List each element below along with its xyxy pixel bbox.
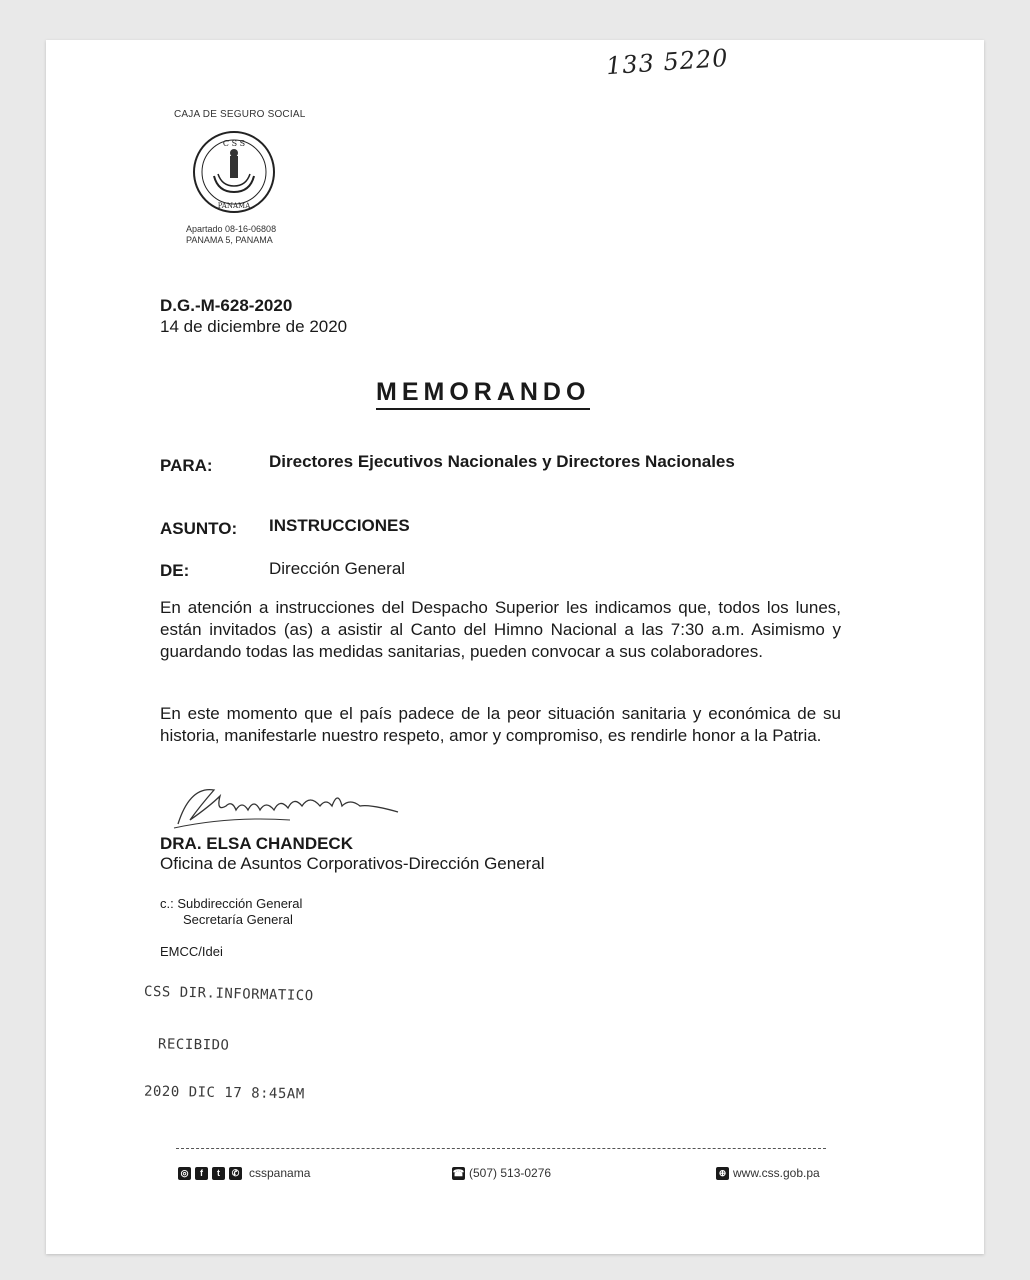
social-handle: csspanama [249,1166,311,1180]
handwritten-number: 133 5220 [605,43,730,81]
de-label: DE: [160,561,190,580]
twitter-icon: t [212,1167,225,1180]
memo-date: 14 de diciembre de 2020 [160,317,348,336]
footer-social [178,1166,310,1180]
de-value: Dirección General [269,559,406,578]
received-stamp-datetime: 2020 DIC 17 8:45AM [143,1083,305,1103]
svg-text:PANAMA: PANAMA [217,202,251,210]
cc-line-1 [160,896,302,912]
signer-name: DRA. ELSA CHANDECK [160,834,353,853]
memo-page [46,40,984,1254]
org-address [186,224,276,246]
received-stamp-label: RECIBIDO [157,1036,230,1054]
footer-website [716,1166,820,1180]
facebook-icon: f [195,1167,208,1180]
para-label: PARA: [160,456,213,475]
globe-icon: ⊕ [716,1167,729,1180]
received-stamp-office: CSS DIR.INFORMATICO [143,983,314,1005]
phone-number: (507) 513-0276 [469,1166,552,1180]
org-name: CAJA DE SEGURO SOCIAL [174,109,306,120]
address-line-1: Apartado 08-16-06808 [186,224,277,234]
cc-recipient-2: Secretaría General [183,912,293,927]
footer-divider [176,1148,826,1149]
asunto-value: INSTRUCCIONES [269,516,410,535]
address-line-2: PANAMA 5, PANAMA [186,235,273,245]
asunto-label: ASUNTO: [160,519,238,538]
whatsapp-icon: ✆ [229,1167,242,1180]
footer-phone [452,1166,551,1180]
phone-icon: ☎ [452,1167,465,1178]
website-url: www.css.gob.pa [733,1166,820,1180]
para-value: Directores Ejecutivos Nacionales y Directores Nacionales [269,452,735,471]
handwritten-signature [170,776,400,832]
css-seal-logo [192,130,276,214]
body-paragraph-1: En atención a instrucciones del Despacho Superior les indicamos que, todos los lunes, están invitados (as) a asistir al Canto del Himno Nacional a las 7:30 a.m. Asimismo y guardando todas las medidas sanitarias, pueden convocar a sus colaboradores. [160,598,841,661]
memo-reference: D.G.-M-628-2020 [160,296,293,315]
signer-office: Oficina de Asuntos Corporativos-Dirección General [160,854,545,873]
instagram-icon: ◎ [178,1167,191,1180]
cc-recipient-1: Subdirección General [177,896,303,911]
cc-label: c.: [160,896,174,911]
memo-title: MEMORANDO [376,378,590,410]
svg-text:C S S: C S S [222,139,246,148]
cc-block [160,896,302,928]
initials: EMCC/Idei [160,944,223,959]
body-paragraph-2: En este momento que el país padece de la peor situación sanitaria y económica de su historia, manifestarle nuestro respeto, amor y compromiso, es rendirle honor a la Patria. [160,704,841,745]
